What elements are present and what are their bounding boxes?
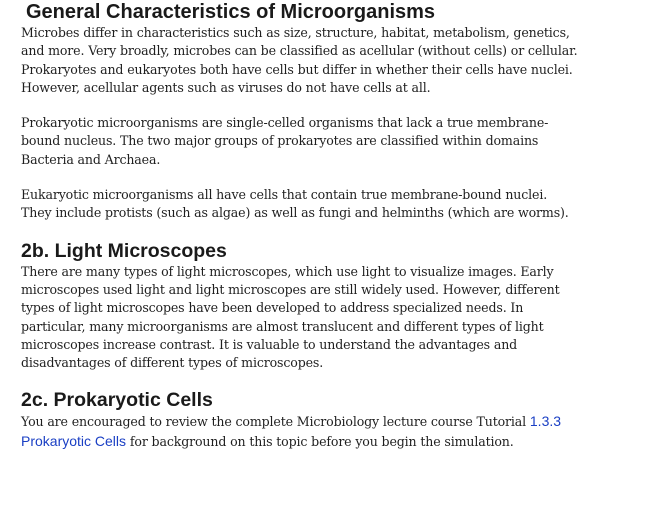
prokaryotic-cells-tutorial-link[interactable]: 1.3.3 Prokaryotic Cells bbox=[21, 413, 562, 449]
prokaryotic-cells-text-before: You are encouraged to review the complete Microbiology lecture course Tutorial bbox=[21, 414, 530, 430]
spacer bbox=[21, 169, 581, 186]
section-title-light-microscopes: 2b. Light Microscopes bbox=[21, 239, 227, 262]
general-paragraph-2: Prokaryotic microorganisms are single-celled organisms that lack a true membrane-bound nucleus. The two major groups of prokaryotes are classified within domains Bacteria and Archaea. bbox=[21, 115, 549, 167]
page-title: General Characteristics of Microorganisms bbox=[26, 1, 436, 23]
spacer bbox=[21, 97, 581, 114]
section-title-prokaryotic-cells: 2c. Prokaryotic Cells bbox=[21, 389, 213, 412]
prokaryotic-cells-paragraph bbox=[21, 412, 581, 451]
spacer bbox=[21, 372, 581, 388]
spacer bbox=[21, 223, 581, 239]
prokaryotic-cells-text-after: for background on this topic before you begin the simulation. bbox=[126, 433, 514, 449]
general-paragraph-1: Microbes differ in characteristics such as size, structure, habitat, metabolism, genetics, and more. Very broadly, microbes can be classified as acellular (without cells) or cellular. Prokaryotes and eukaryotes both have cells but differ in whether their cells have nuclei. However, acellular agents such as viruses do not have cells at all. bbox=[21, 25, 578, 95]
document-page bbox=[21, 0, 581, 451]
light-microscopes-paragraph: There are many types of light microscopes, which use light to visualize images. Early microscopes used light and light microscopes are still widely used. However, different types of light microscopes have been developed to address specialized needs. In particular, many microorganisms are almost translucent and different types of light microscopes increase contrast. It is valuable to understand the advantages and disadvantages of different types of microscopes. bbox=[21, 263, 560, 371]
general-paragraph-3: Eukaryotic microorganisms all have cells that contain true membrane-bound nuclei. They include protists (such as algae) as well as fungi and helminths (which are worms). bbox=[21, 187, 569, 221]
